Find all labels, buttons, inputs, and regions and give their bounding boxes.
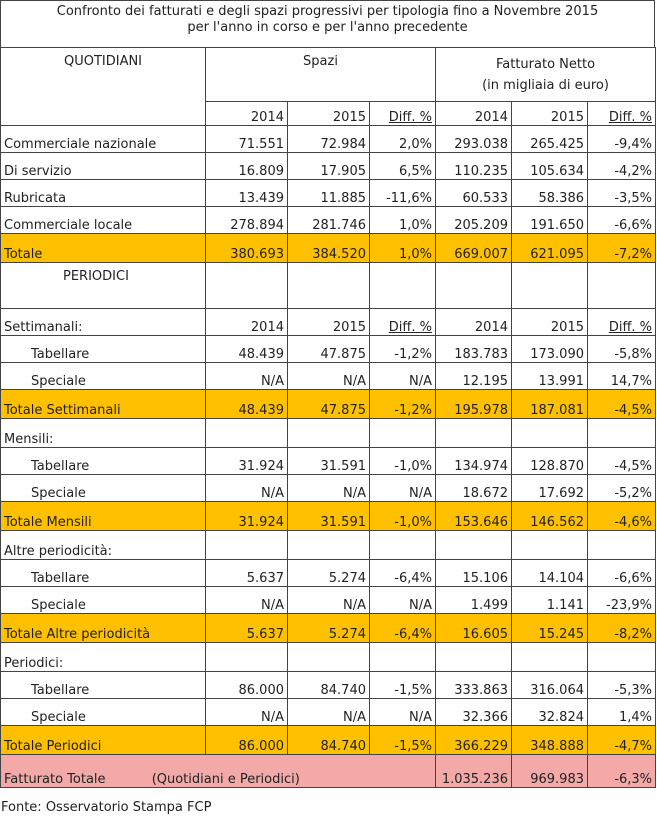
- table-row: [1, 126, 656, 153]
- cell: 13.439: [206, 180, 288, 207]
- table-row: [1, 207, 656, 234]
- cell: -1,5%: [370, 672, 436, 699]
- diff-label: Diff. %: [370, 309, 436, 336]
- cell: 293.038: [436, 126, 512, 153]
- cell: 1,4%: [588, 699, 656, 726]
- total-row: [1, 726, 656, 755]
- table-row: [1, 448, 656, 475]
- cell: 31.591: [288, 502, 370, 531]
- cell: 11.885: [288, 180, 370, 207]
- periodici-header-row: [1, 263, 656, 309]
- year-2015: 2015: [512, 102, 588, 126]
- grand-total-row: [1, 755, 656, 788]
- group-label: Periodici:: [1, 643, 206, 672]
- cell: 265.425: [512, 126, 588, 153]
- row-label: Speciale: [1, 699, 206, 726]
- cell: 48.439: [206, 336, 288, 363]
- altre-header-row: [1, 531, 656, 560]
- cell: -4,2%: [588, 153, 656, 180]
- cell: -5,2%: [588, 475, 656, 502]
- cell: 31.924: [206, 502, 288, 531]
- diff-label: Diff. %: [588, 102, 656, 126]
- cell: 669.007: [436, 234, 512, 263]
- cell: 86.000: [206, 672, 288, 699]
- cell: 316.064: [512, 672, 588, 699]
- cell: -7,2%: [588, 234, 656, 263]
- grand-total-note: (Quotidiani e Periodici): [151, 772, 300, 787]
- cell: N/A: [206, 363, 288, 390]
- group-label: Settimanali:: [1, 309, 206, 336]
- cell: -1,0%: [370, 448, 436, 475]
- cell: 12.195: [436, 363, 512, 390]
- cell: N/A: [206, 699, 288, 726]
- cell: 366.229: [436, 726, 512, 755]
- row-label: Totale Altre periodicità: [1, 614, 206, 643]
- cell: 5.637: [206, 560, 288, 587]
- mensili-header-row: [1, 419, 656, 448]
- row-label: Totale Mensili: [1, 502, 206, 531]
- cell: -8,2%: [588, 614, 656, 643]
- cell: 32.366: [436, 699, 512, 726]
- row-label: Tabellare: [1, 560, 206, 587]
- table-row: [1, 153, 656, 180]
- cell: 110.235: [436, 153, 512, 180]
- cell: -1,0%: [370, 502, 436, 531]
- row-label: Tabellare: [1, 336, 206, 363]
- cell: -9,4%: [588, 126, 656, 153]
- year-2015: 2015: [288, 102, 370, 126]
- table-row: [1, 560, 656, 587]
- row-label: Rubricata: [1, 180, 206, 207]
- cell: 333.863: [436, 672, 512, 699]
- table-row: [1, 587, 656, 614]
- cell: 187.081: [512, 390, 588, 419]
- cell: -6,3%: [588, 755, 656, 788]
- cell: N/A: [288, 699, 370, 726]
- year-2014: 2014: [436, 102, 512, 126]
- cell: -1,5%: [370, 726, 436, 755]
- cell: 134.974: [436, 448, 512, 475]
- row-label: Commerciale locale: [1, 207, 206, 234]
- cell: N/A: [370, 699, 436, 726]
- cell: 1.035.236: [436, 755, 512, 788]
- cell: 380.693: [206, 234, 288, 263]
- cell: 1,0%: [370, 234, 436, 263]
- cell: 5.637: [206, 614, 288, 643]
- row-label: Totale: [1, 234, 206, 263]
- cell: -4,7%: [588, 726, 656, 755]
- row-label: Di servizio: [1, 153, 206, 180]
- total-row: [1, 614, 656, 643]
- cell: 13.991: [512, 363, 588, 390]
- cell: -5,8%: [588, 336, 656, 363]
- cell: 621.095: [512, 234, 588, 263]
- cell: -11,6%: [370, 180, 436, 207]
- row-label: Commerciale nazionale: [1, 126, 206, 153]
- row-label: Totale Settimanali: [1, 390, 206, 419]
- group-label: Mensili:: [1, 419, 206, 448]
- cell: 72.984: [288, 126, 370, 153]
- cell: 17.905: [288, 153, 370, 180]
- cell: 84.740: [288, 672, 370, 699]
- cell: 348.888: [512, 726, 588, 755]
- diff-label: Diff. %: [588, 309, 656, 336]
- cell: 60.533: [436, 180, 512, 207]
- cell: 173.090: [512, 336, 588, 363]
- year-2014: 2014: [436, 309, 512, 336]
- total-row: [1, 234, 656, 263]
- cell: 47.875: [288, 336, 370, 363]
- data-table: [0, 47, 656, 788]
- cell: 153.646: [436, 502, 512, 531]
- cell: -23,9%: [588, 587, 656, 614]
- table-row: [1, 180, 656, 207]
- row-label: Totale Periodici: [1, 726, 206, 755]
- cell: 105.634: [512, 153, 588, 180]
- periodici-heading: PERIODICI: [1, 263, 206, 309]
- periodici-group-row: [1, 643, 656, 672]
- cell: -1,2%: [370, 390, 436, 419]
- row-label: Speciale: [1, 475, 206, 502]
- cell: 18.672: [436, 475, 512, 502]
- table-row: [1, 363, 656, 390]
- fatturato-heading: [436, 48, 656, 102]
- cell: 1.141: [512, 587, 588, 614]
- cell: -4,6%: [588, 502, 656, 531]
- group-label: Altre periodicità:: [1, 531, 206, 560]
- cell: N/A: [206, 475, 288, 502]
- cell: 281.746: [288, 207, 370, 234]
- cell: -6,4%: [370, 614, 436, 643]
- cell: 128.870: [512, 448, 588, 475]
- table-row: [1, 699, 656, 726]
- cell: 31.591: [288, 448, 370, 475]
- cell: -6,6%: [588, 207, 656, 234]
- cell: 16.605: [436, 614, 512, 643]
- cell: 191.650: [512, 207, 588, 234]
- cell: 86.000: [206, 726, 288, 755]
- cell: -5,3%: [588, 672, 656, 699]
- diff-label: Diff. %: [370, 102, 436, 126]
- settimanali-header-row: [1, 309, 656, 336]
- cell: 14.104: [512, 560, 588, 587]
- cell: N/A: [370, 475, 436, 502]
- total-row: [1, 390, 656, 419]
- table-row: [1, 475, 656, 502]
- cell: 278.894: [206, 207, 288, 234]
- cell: 2,0%: [370, 126, 436, 153]
- cell: 1.499: [436, 587, 512, 614]
- cell: -6,4%: [370, 560, 436, 587]
- cell: 969.983: [512, 755, 588, 788]
- cell: 6,5%: [370, 153, 436, 180]
- cell: 5.274: [288, 560, 370, 587]
- year-2014: 2014: [206, 102, 288, 126]
- cell: 17.692: [512, 475, 588, 502]
- row-label: Tabellare: [1, 448, 206, 475]
- cell: -4,5%: [588, 448, 656, 475]
- total-row: [1, 502, 656, 531]
- cell: N/A: [288, 587, 370, 614]
- cell: 384.520: [288, 234, 370, 263]
- cell: 14,7%: [588, 363, 656, 390]
- row-label: Speciale: [1, 587, 206, 614]
- cell: 31.924: [206, 448, 288, 475]
- cell: 146.562: [512, 502, 588, 531]
- year-2014: 2014: [206, 309, 288, 336]
- fatturato-units: (in migliaia di euro): [482, 78, 609, 93]
- cell: 195.978: [436, 390, 512, 419]
- cell: 48.439: [206, 390, 288, 419]
- cell: 5.274: [288, 614, 370, 643]
- cell: -3,5%: [588, 180, 656, 207]
- spazi-heading: Spazi: [206, 48, 436, 102]
- year-2015: 2015: [288, 309, 370, 336]
- table-row: [1, 336, 656, 363]
- cell: 183.783: [436, 336, 512, 363]
- grand-total-label: [1, 755, 436, 788]
- quotidiani-header-row: [1, 48, 656, 102]
- table-row: [1, 672, 656, 699]
- cell: 1,0%: [370, 207, 436, 234]
- title-line-1: Confronto dei fatturati e degli spazi progressivi per tipologia fino a Novembre 2015: [56, 4, 599, 19]
- source-note: Fonte: Osservatorio Stampa FCP: [1, 800, 212, 815]
- cell: -1,2%: [370, 336, 436, 363]
- cell: 58.386: [512, 180, 588, 207]
- cell: 15.106: [436, 560, 512, 587]
- cell: -4,5%: [588, 390, 656, 419]
- cell: -6,6%: [588, 560, 656, 587]
- quotidiani-heading: QUOTIDIANI: [1, 48, 206, 126]
- cell: N/A: [370, 363, 436, 390]
- cell: 47.875: [288, 390, 370, 419]
- cell: N/A: [288, 363, 370, 390]
- cell: N/A: [288, 475, 370, 502]
- cell: N/A: [206, 587, 288, 614]
- cell: 84.740: [288, 726, 370, 755]
- table-title: [0, 0, 655, 47]
- cell: 205.209: [436, 207, 512, 234]
- fatturato-title: Fatturato Netto: [495, 57, 596, 72]
- year-2015: 2015: [512, 309, 588, 336]
- cell: 32.824: [512, 699, 588, 726]
- title-line-2: per l'anno in corso e per l'anno precedente: [187, 20, 468, 35]
- row-label: Speciale: [1, 363, 206, 390]
- cell: N/A: [370, 587, 436, 614]
- row-label: Tabellare: [1, 672, 206, 699]
- cell: 16.809: [206, 153, 288, 180]
- cell: 15.245: [512, 614, 588, 643]
- grand-total-title: Fatturato Totale: [4, 772, 106, 787]
- cell: 71.551: [206, 126, 288, 153]
